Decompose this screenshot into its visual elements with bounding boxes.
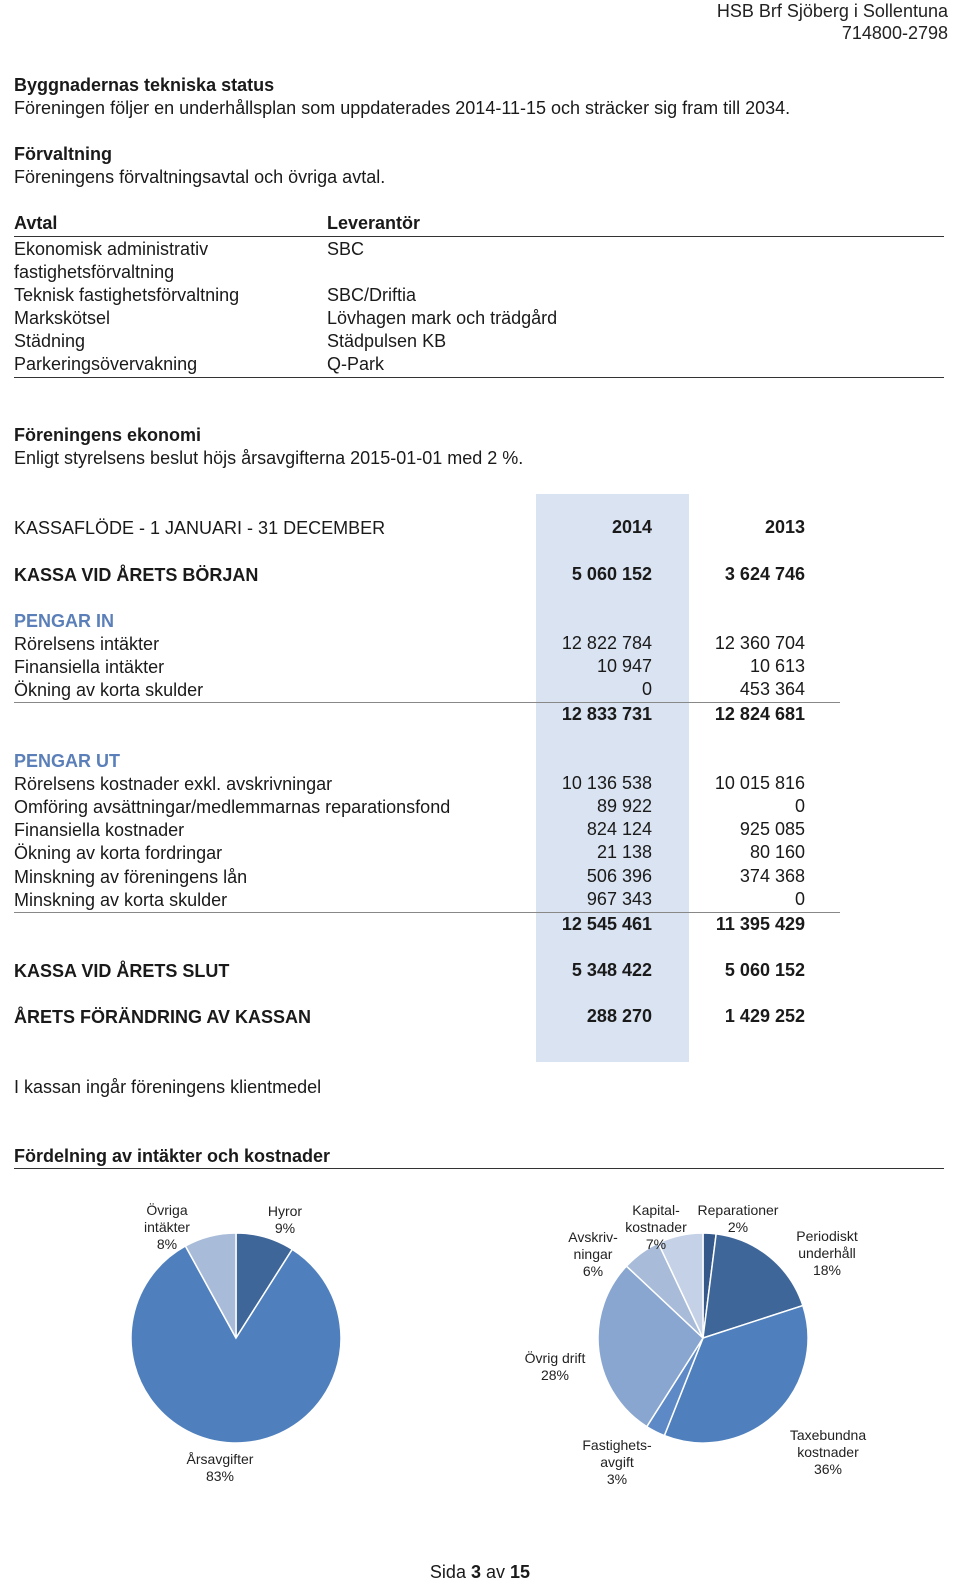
out-row-2013: 0 [794,796,805,816]
in-total-2013: 12 824 681 [714,704,805,724]
org-name: HSB Brf Sjöberg i Sollentuna [716,1,948,21]
distribution-heading: Fördelning av intäkter och kostnader [14,1146,331,1166]
out-heading: PENGAR UT [14,751,121,771]
year-2013: 2013 [764,517,805,537]
page-footer: Sida 3 av 15 [429,1562,531,1582]
year-2014: 2014 [611,517,652,537]
pie-label: Taxebundna kostnader 36% [789,1427,867,1477]
in-total-2014: 12 833 731 [561,704,652,724]
closing-2013: 5 060 152 [724,960,805,980]
pie-label: Kapital- kostnader 7% [625,1202,687,1252]
pie-label: Övrig drift 28% [524,1350,586,1383]
supplier-cell: SBC [327,239,365,259]
out-row-label: Minskning av korta skulder [14,890,228,910]
out-row-label: Minskning av föreningens lån [14,867,248,887]
out-row-label: Ökning av korta fordringar [14,843,223,863]
supplier-cell: Lövhagen mark och trädgård [327,308,558,328]
in-row-2014: 0 [641,679,652,699]
supplier-cell: Q-Park [327,354,385,374]
out-row-2013: 0 [794,889,805,909]
in-row-2014: 12 822 784 [561,633,652,653]
out-row-label: Omföring avsättningar/medlemmarnas reparationsfond [14,797,451,817]
org-number: 714800-2798 [841,23,948,43]
agreement-cell: Parkeringsövervakning [14,354,198,374]
out-total-2013: 11 395 429 [715,914,805,934]
opening-2014: 5 060 152 [571,564,652,584]
col-agreement-header: Avtal [14,213,58,233]
agreement-cell: Markskötsel [14,308,111,328]
pie-label: Fastighets- avgift 3% [582,1437,652,1487]
pie-label: Periodiskt underhåll 18% [796,1228,858,1278]
agreement-cell: Ekonomisk administrativ [14,239,209,259]
pie-label: Reparationer 2% [697,1202,779,1235]
in-heading: PENGAR IN [14,611,115,631]
in-row-2013: 10 613 [749,656,805,676]
in-row-2013: 12 360 704 [714,633,805,653]
out-total-2014: 12 545 461 [561,914,652,934]
out-row-2013: 10 015 816 [714,773,805,793]
out-row-label: Rörelsens kostnader exkl. avskrivningar [14,774,333,794]
out-row-2014: 10 136 538 [561,773,652,793]
out-row-label: Finansiella kostnader [14,820,185,840]
agreement-cell: Teknisk fastighetsförvaltning [14,285,240,305]
pie-label: Övriga intäkter 8% [144,1202,190,1252]
pie-label: Årsavgifter 83% [186,1451,254,1484]
agreement-cell-cont: fastighetsförvaltning [14,262,175,282]
technical-text: Föreningen följer en underhållsplan som uppdaterades 2014-11-15 och sträcker sig fram till 2034. [14,98,791,118]
in-row-label: Finansiella intäkter [14,657,165,677]
economy-heading: Föreningens ekonomi [14,425,202,445]
out-row-2014: 21 138 [596,842,652,862]
opening-2013: 3 624 746 [724,564,805,584]
change-label: ÅRETS FÖRÄNDRING AV KASSAN [14,1007,312,1027]
agreement-cell: Städning [14,331,86,351]
management-heading: Förvaltning [14,144,112,164]
in-row-2014: 10 947 [596,656,652,676]
cashflow-title: KASSAFLÖDE - 1 JANUARI - 31 DECEMBER [14,518,386,538]
closing-2014: 5 348 422 [571,960,652,980]
pie-label: Avskriv- ningar 6% [568,1229,618,1279]
opening-label: KASSA VID ÅRETS BÖRJAN [14,565,259,585]
supplier-cell: SBC/Driftia [327,285,417,305]
col-supplier-header: Leverantör [327,213,421,233]
technical-heading: Byggnadernas tekniska status [14,75,275,95]
management-text: Föreningens förvaltningsavtal och övriga avtal. [14,167,386,187]
out-row-2013: 80 160 [749,842,805,862]
in-row-label: Ökning av korta skulder [14,680,204,700]
economy-text: Enligt styrelsens beslut höjs årsavgifterna 2015-01-01 med 2 %. [14,448,524,468]
pie-label: Hyror 9% [267,1203,303,1236]
client-funds-note: I kassan ingår föreningens klientmedel [14,1077,322,1097]
out-row-2013: 925 085 [739,819,805,839]
out-row-2014: 506 396 [586,866,652,886]
out-row-2014: 89 922 [596,796,652,816]
out-row-2013: 374 368 [739,866,805,886]
supplier-cell: Städpulsen KB [327,331,447,351]
in-row-label: Rörelsens intäkter [14,634,160,654]
change-2013: 1 429 252 [724,1006,805,1026]
closing-label: KASSA VID ÅRETS SLUT [14,961,230,981]
out-row-2014: 967 343 [586,889,652,909]
in-row-2013: 453 364 [739,679,805,699]
out-row-2014: 824 124 [586,819,652,839]
change-2014: 288 270 [586,1006,652,1026]
